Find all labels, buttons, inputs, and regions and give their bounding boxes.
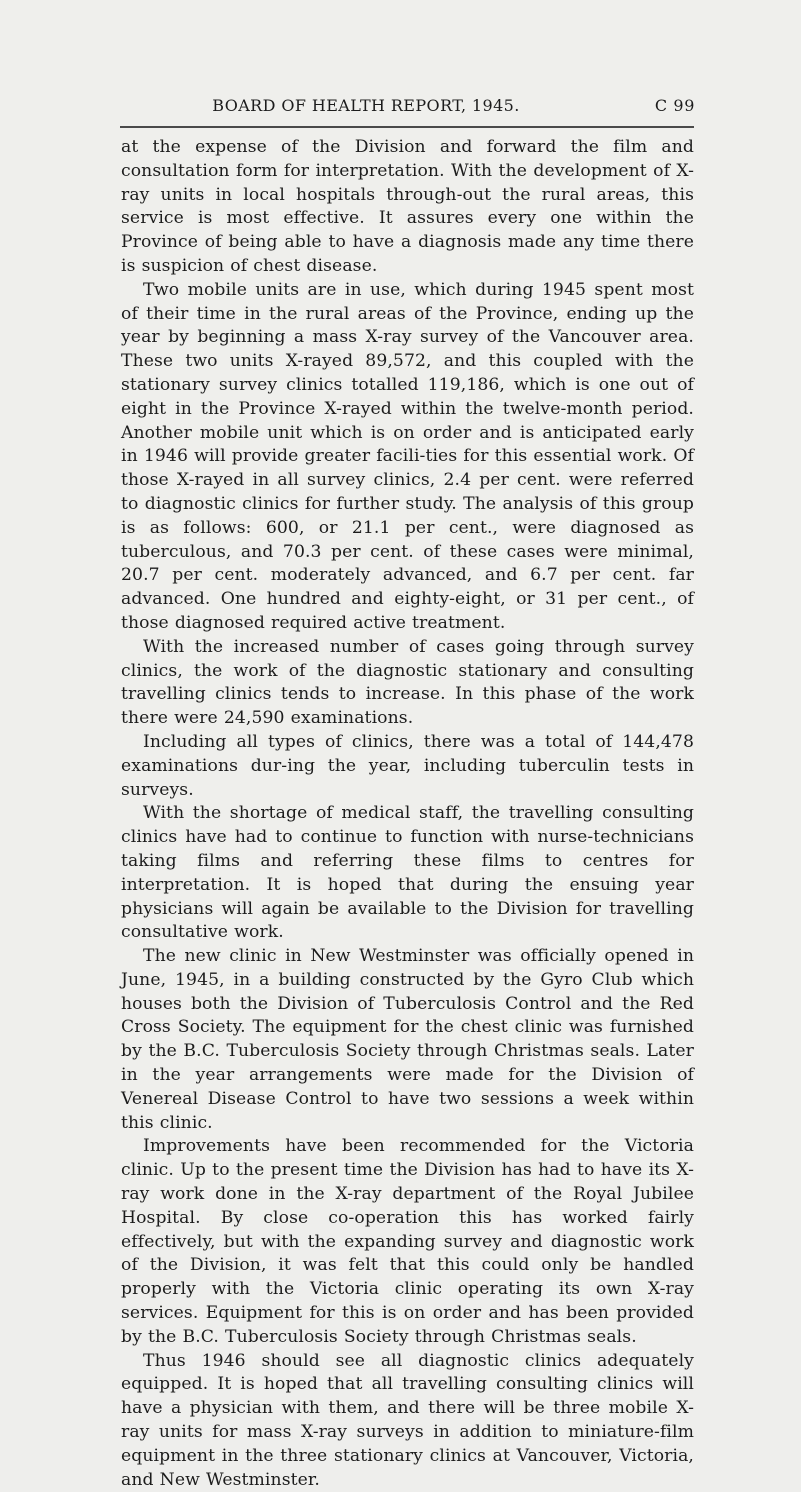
body-text xyxy=(121,136,694,1492)
running-title: BOARD OF HEALTH REPORT, 1945. xyxy=(212,96,520,115)
page-number: C 99 xyxy=(654,96,695,115)
paragraph-4: Including all types of clinics, there was a total of 144,478 examinations dur-ing the year, including tuberculin tests in surveys. xyxy=(121,731,694,800)
paragraph-5: With the shortage of medical staff, the travelling consulting clinics have had to continue to function with nurse-technicians taking films and referring these films to centres for interpretation. It is hoped that during the ensuing year physicians will again be available to the Division for travelling consultative work. xyxy=(121,803,694,943)
paragraph-8: Thus 1946 should see all diagnostic clinics adequately equipped. It is hoped that all travelling consulting clinics will have a physician with them, and there will be three mobile X-ray units for mass X-ray surveys in addition to miniature-film equipment in the three stationary clinics at Vancouver, Victoria, and New Westminster. xyxy=(121,1350,694,1490)
paragraph-7: Improvements have been recommended for the Victoria clinic. Up to the present time the Division has had to have its X-ray work done in the X-ray department of the Royal Jubilee Hospital. By close co-operation this has worked fairly effectively, but with the expanding survey and diagnostic work of the Division, it was felt that this could only be handled properly with the Victoria clinic operating its own X-ray services. Equipment for this is on order and has been provided by the B.C. Tuberculosis Society through Christmas seals. xyxy=(121,1136,694,1347)
paragraph-3: With the increased number of cases going through survey clinics, the work of the diagnostic stationary and consulting travelling clinics tends to increase. In this phase of the work there were 24,590 examinations. xyxy=(121,636,694,729)
paragraph-2: Two mobile units are in use, which during 1945 spent most of their time in the rural areas of the Province, ending up the year by beginning a mass X-ray survey of the Vancouver area. These two units X-rayed 89,572, and this coupled with the stationary survey clinics totalled 119,186, which is one out of eight in the Province X-rayed within the twelve-month period. Another mobile unit which is on order and is anticipated early in 1946 will provide greater facili-ties for this essential work. Of those X-rayed in all survey clinics, 2.4 per cent. were referred to diagnostic clinics for further study. The analysis of this group is as follows: 600, or 21.1 per cent., were diagnosed as tuberculous, and 70.3 per cent. of these cases were minimal, 20.7 per cent. moderately advanced, and 6.7 per cent. far advanced. One hundred and eighty-eight, or 31 per cent., of those diagnosed required active treatment. xyxy=(121,279,694,633)
paragraph-6: The new clinic in New Westminster was officially opened in June, 1945, in a building constructed by the Gyro Club which houses both the Division of Tuberculosis Control and the Red Cross Society. The equipment for the chest clinic was furnished by the B.C. Tuberculosis Society through Christmas seals. Later in the year arrangements were made for the Division of Venereal Disease Control to have two sessions a week within this clinic. xyxy=(121,946,694,1133)
paragraph-1: at the expense of the Division and forward the film and consultation form for interpretation. With the development of X-ray units in local hospitals through-out the rural areas, this service is most effective. It assures every one within the Province of being able to have a diagnosis made any time there is suspicion of chest disease. xyxy=(121,137,694,276)
header-rule xyxy=(120,126,694,128)
page-header xyxy=(0,94,801,118)
